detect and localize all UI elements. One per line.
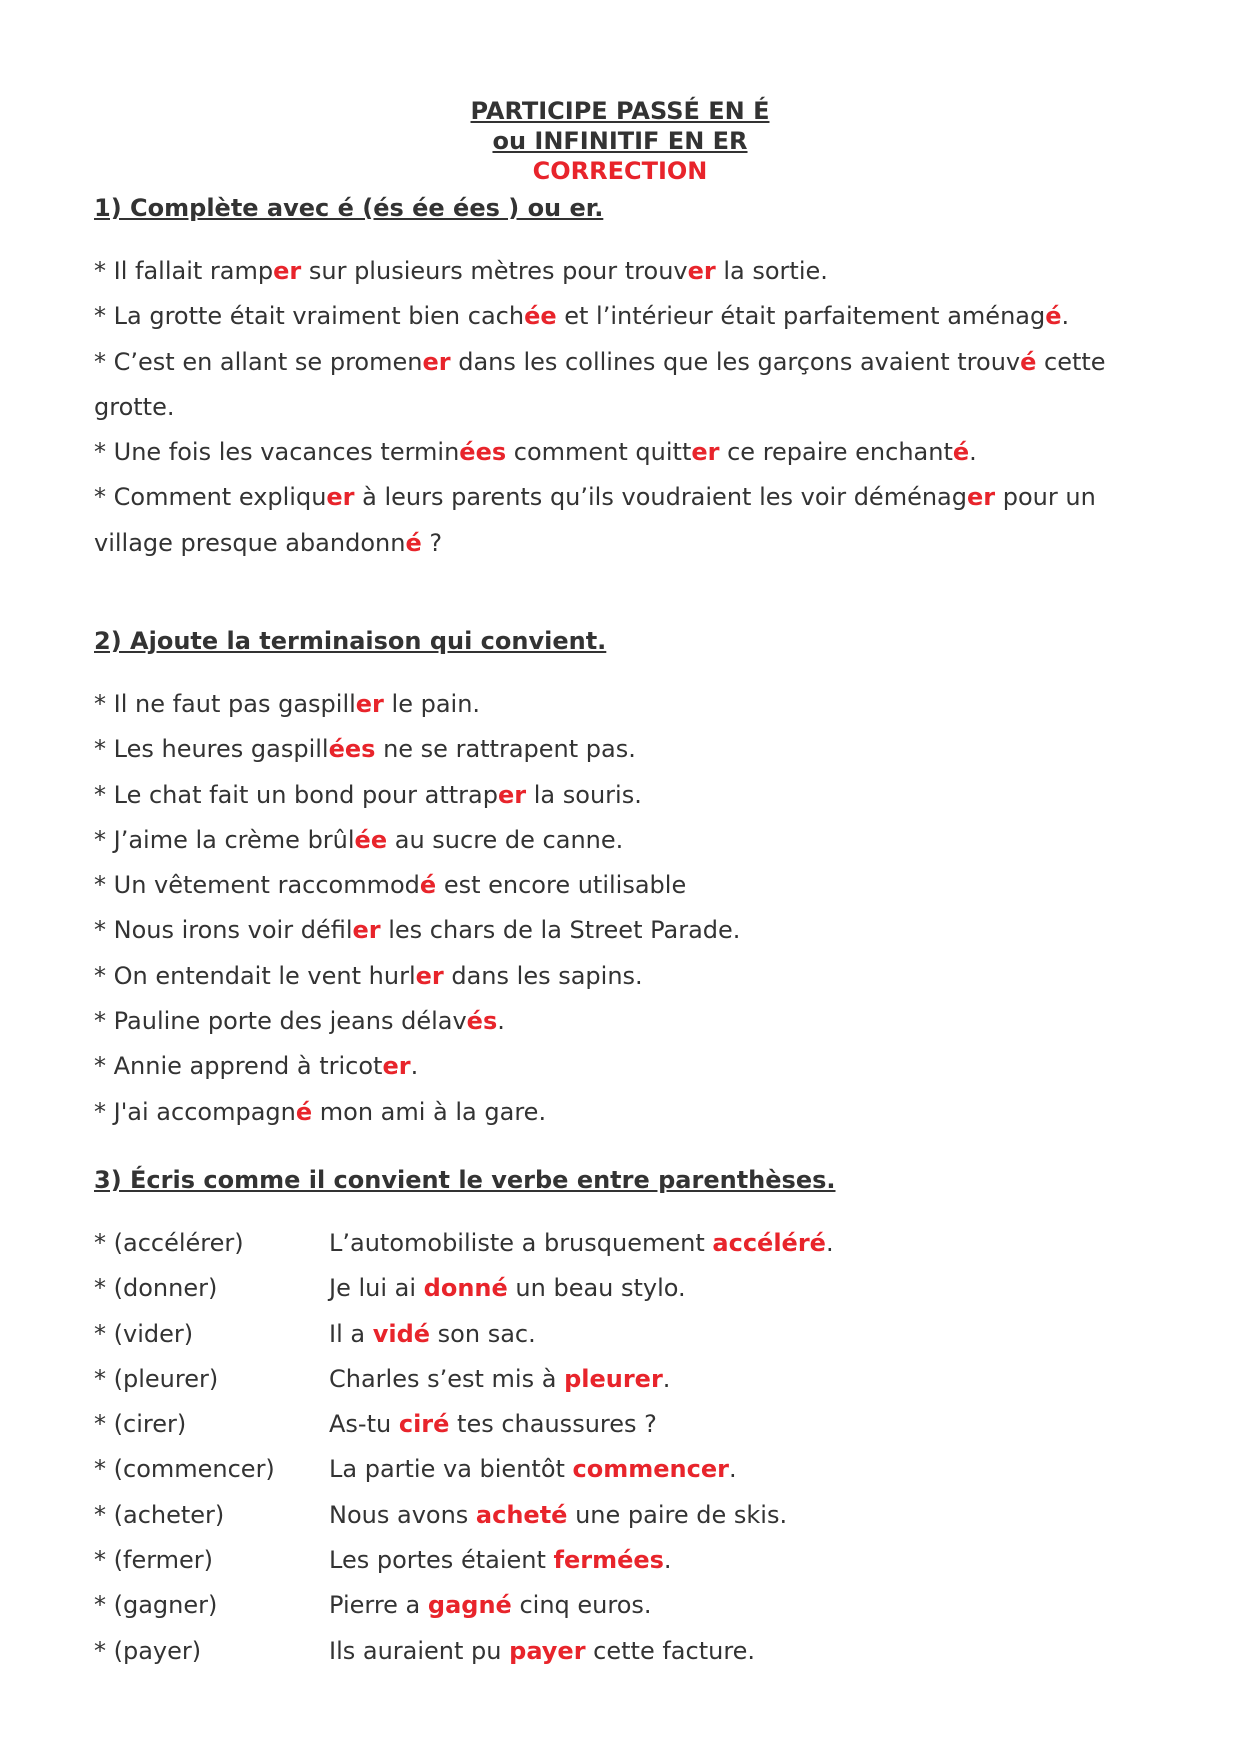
sentence-text: * La grotte était vraiment bien cach [94,302,525,331]
sentence-text: . [410,1052,419,1081]
sentence-text: * Comment expliqu [94,483,327,512]
exercise-line [94,249,1154,294]
sentence-text: * J'ai accompagn [94,1097,296,1126]
sentence-text: Charles s’est mis à [329,1364,565,1393]
correct-ending: ée [524,302,557,331]
sentence-text: sur plusieurs mètres pour trouv [301,257,688,285]
sentence-text: * Annie apprend à tricot [94,1052,383,1081]
verb-sentence [329,1402,657,1447]
section-3-heading: 3) Écris comme il convient le verbe entre parenthèses. [94,1166,836,1194]
sentence-text: Je lui ai [329,1274,424,1303]
correct-ending: fermées [553,1546,664,1575]
sentence-text: dans les collines que les garçons avaient trouv [450,347,1021,376]
sentence-text: comment quitt [506,438,692,467]
sentence-text: un beau stylo. [507,1274,686,1303]
correct-ending: és [466,1007,498,1036]
verb-row [94,1493,1154,1538]
sentence-text: les chars de la Street Parade. [380,916,741,945]
exercise-line [94,863,1154,908]
correct-ending: gagné [427,1591,512,1620]
correct-ending: er [415,961,444,990]
sentence-text: son sac. [430,1319,536,1348]
correct-ending: é [405,528,422,557]
sentence-text: * Les heures gaspill [94,735,329,764]
sentence-text: dans les sapins. [443,961,643,990]
sentence-text: * Un vêtement raccommod [94,871,420,900]
sentence-text: L’automobiliste a brusquement [329,1229,713,1257]
section-2 [94,626,1154,1135]
sentence-text: cette facture. [585,1636,756,1665]
verb-infinitive: * (accélérer) [94,1229,244,1257]
section-2-heading: 2) Ajoute la terminaison qui convient. [94,627,607,655]
verb-sentence [329,1629,755,1674]
sentence-text: tes chaussures ? [449,1410,657,1439]
correct-ending: ées [459,438,507,467]
sentence-text: Nous avons [329,1500,476,1529]
correct-ending: er [326,483,355,512]
sentence-text: * Il fallait ramp [94,257,274,285]
correct-ending: donné [423,1274,508,1303]
verb-sentence [329,1538,672,1583]
sentence-text: au sucre de canne. [387,825,624,854]
exercise-line [94,727,1154,772]
verb-row [94,1402,1154,1447]
correct-ending: er [498,780,527,809]
verb-infinitive: * (fermer) [94,1546,214,1575]
correct-ending: er [273,257,302,285]
verb-sentence [329,1583,652,1628]
sentence-text: * Une fois les vacances termin [94,438,460,467]
sentence-text: le pain. [383,690,481,718]
sentence-text: Il a [329,1319,373,1348]
exercise-line [94,682,1154,727]
verb-infinitive: * (gagner) [94,1591,218,1620]
verb-row [94,1221,1154,1266]
exercise-line [94,773,1154,818]
title-line-2: ou INFINITIF EN ER [492,127,748,155]
correct-ending: ées [328,735,376,764]
title-line-1: PARTICIPE PASSÉ EN É [470,97,770,125]
sentence-text: ne se rattrapent pas. [375,735,636,764]
correct-ending: ée [354,825,388,854]
correct-ending: é [952,438,970,467]
sentence-text: ? [421,528,443,557]
exercise-line [94,999,1154,1044]
verb-infinitive: * (cirer) [94,1410,187,1439]
sentence-text: . [497,1007,505,1036]
exercise-line [94,1090,1154,1135]
sentence-text: . [1061,302,1070,331]
verb-infinitive: * (commencer) [94,1455,275,1484]
correct-ending: er [382,1052,411,1081]
verb-sentence [329,1221,834,1266]
verb-infinitive: * (payer) [94,1636,202,1665]
verb-row [94,1538,1154,1583]
correct-ending: é [419,871,437,900]
correct-ending: acheté [475,1500,568,1529]
sentence-text: . [663,1546,672,1575]
verb-sentence [329,1266,686,1311]
exercise-line [94,475,1154,566]
sentence-text: et l’intérieur était parfaitement aménag [556,302,1046,331]
correct-ending: é [1020,347,1037,376]
correct-ending: é [1045,302,1062,331]
verb-row [94,1447,1154,1492]
correct-ending: vidé [372,1319,431,1348]
correct-ending: commencer [572,1455,729,1484]
correct-ending: er [355,690,384,718]
sentence-text: est encore utilisable [436,871,687,900]
sentence-text: . [662,1364,671,1393]
sentence-text: * J’aime la crème brûl [94,825,355,854]
sentence-text: . [728,1455,737,1484]
sentence-text: cette grotte. [94,347,1106,421]
verb-sentence [329,1447,737,1492]
sentence-text: * On entendait le vent hurl [94,961,416,990]
sentence-text: Les portes étaient [329,1546,554,1575]
sentence-text: * Il ne faut pas gaspill [94,690,356,718]
correct-ending: é [295,1097,313,1126]
verb-row [94,1583,1154,1628]
section-1-heading: 1) Complète avec é (és ée ées ) ou er. [94,194,604,222]
correction-label: CORRECTION [532,157,708,185]
exercise-line [94,954,1154,999]
correct-ending: accéléré [712,1229,826,1257]
sentence-text: * Pauline porte des jeans délav [94,1007,467,1036]
correct-ending: er [687,257,716,285]
verb-row [94,1312,1154,1357]
sentence-text: Pierre a [329,1591,428,1620]
sentence-text: une paire de skis. [567,1500,788,1529]
exercise-line [94,430,1154,475]
verb-infinitive: * (vider) [94,1319,194,1348]
correct-ending: pleurer [564,1364,663,1393]
exercise-line [94,340,1154,431]
sentence-text: As-tu [329,1410,399,1439]
sentence-text: La partie va bientôt [329,1455,573,1484]
exercise-line [94,1044,1154,1089]
section-1-lines [94,249,1154,566]
sentence-text: à leurs parents qu’ils voudraient les voir déménag [354,483,967,512]
verb-sentence [329,1493,787,1538]
sentence-text: . [825,1229,834,1257]
verb-row [94,1357,1154,1402]
sentence-text: . [969,438,977,467]
sentence-text: ce repaire enchant [719,438,953,467]
verb-row [94,1629,1154,1674]
correct-ending: payer [509,1636,586,1665]
section-2-lines [94,682,1154,1135]
verb-sentence [329,1357,670,1402]
correct-ending: er [422,347,451,376]
sentence-text: cinq euros. [511,1591,652,1620]
exercise-line [94,294,1154,339]
sentence-text: la sortie. [715,257,828,285]
sentence-text: * C’est en allant se promen [94,347,423,376]
verb-row [94,1266,1154,1311]
sentence-text: * Nous irons voir défil [94,916,353,945]
exercise-line [94,908,1154,953]
title-block [0,96,1240,186]
exercise-line [94,818,1154,863]
section-3-rows [94,1221,1154,1674]
verb-infinitive: * (acheter) [94,1500,225,1529]
sentence-text: Ils auraient pu [329,1636,510,1665]
correct-ending: ciré [398,1410,450,1439]
correct-ending: er [691,438,720,467]
correct-ending: er [967,483,996,512]
verb-sentence [329,1312,536,1357]
sentence-text: * Le chat fait un bond pour attrap [94,780,498,809]
sentence-text: mon ami à la gare. [312,1097,547,1126]
sentence-text: la souris. [526,780,642,809]
correct-ending: er [352,916,381,945]
sentence-text: pour un village presque abandonn [94,483,1096,557]
verb-infinitive: * (pleurer) [94,1364,219,1393]
verb-infinitive: * (donner) [94,1274,218,1303]
section-3 [94,1165,1154,1674]
section-1 [94,193,1154,566]
